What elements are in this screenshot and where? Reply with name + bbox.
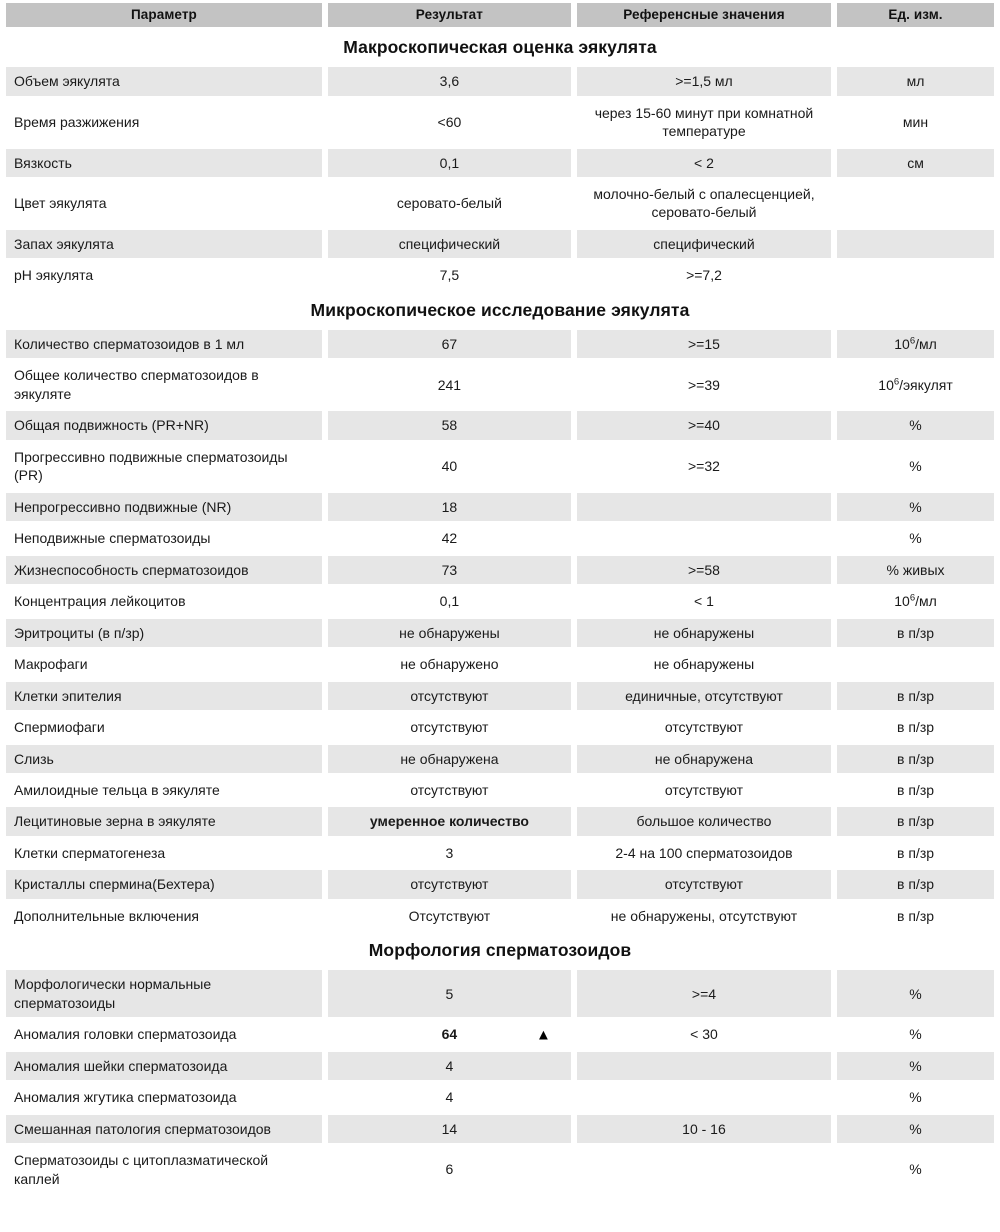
row-result-value: 40: [441, 458, 458, 475]
row-parameter: Концентрация лейкоцитов: [6, 587, 322, 615]
row-reference: большое количество: [577, 807, 831, 835]
row-reference: < 2: [577, 149, 831, 177]
row-unit: %: [837, 411, 994, 439]
row-result-value: 0,1: [439, 154, 460, 171]
row-result: [328, 180, 571, 227]
row-reference: [577, 524, 831, 552]
row-result: [328, 713, 571, 741]
row-unit: [837, 180, 994, 227]
column-header-units: Ед. изм.: [837, 3, 994, 27]
section-title: Морфология сперматозоидов: [6, 933, 994, 967]
table-row: [6, 1115, 994, 1143]
row-unit: $10^6$/эякулят: [837, 361, 994, 408]
row-unit: %: [837, 493, 994, 521]
row-result-value: Отсутствуют: [408, 907, 491, 924]
row-result: [328, 443, 571, 490]
row-parameter: Общая подвижность (PR+NR): [6, 411, 322, 439]
section-title: Макроскопическая оценка эякулята: [6, 30, 994, 64]
column-header-parameter: Параметр: [6, 3, 322, 27]
table-row: [6, 1146, 994, 1193]
row-result-value: 0,1: [439, 593, 460, 610]
row-parameter: Макрофаги: [6, 650, 322, 678]
row-result-value: 58: [441, 417, 458, 434]
row-unit: %: [837, 1115, 994, 1143]
table-row: [6, 330, 994, 358]
row-reference: не обнаружены: [577, 650, 831, 678]
table-row: [6, 902, 994, 930]
table-body: [6, 30, 994, 1193]
row-result: [328, 493, 571, 521]
row-result-value: не обнаружены: [399, 624, 500, 641]
row-result: [328, 524, 571, 552]
row-parameter: Смешанная патология сперматозоидов: [6, 1115, 322, 1143]
table-row: [6, 361, 994, 408]
row-result: [328, 1146, 571, 1193]
row-result: [328, 970, 571, 1017]
row-result-value: отсутствуют: [410, 687, 489, 704]
row-result: [328, 839, 571, 867]
row-unit: %: [837, 1083, 994, 1111]
row-reference: отсутствуют: [577, 776, 831, 804]
row-result-value: 7,5: [439, 267, 460, 284]
row-parameter: Лецитиновые зерна в эякуляте: [6, 807, 322, 835]
row-unit: [837, 230, 994, 258]
section-header-row: [6, 933, 994, 967]
row-result: [328, 587, 571, 615]
table-row: [6, 230, 994, 258]
row-result-value: 73: [441, 561, 458, 578]
row-result-value: 64: [441, 1026, 458, 1043]
column-header-result: Результат: [328, 3, 571, 27]
table-header: [6, 3, 994, 27]
row-parameter: Амилоидные тельца в эякуляте: [6, 776, 322, 804]
row-result-value: не обнаружена: [400, 750, 499, 767]
row-reference: единичные, отсутствуют: [577, 682, 831, 710]
row-parameter: Клетки сперматогенеза: [6, 839, 322, 867]
table-row: [6, 149, 994, 177]
row-parameter: Объем эякулята: [6, 67, 322, 95]
row-unit: в п/зр: [837, 745, 994, 773]
row-unit: мин: [837, 99, 994, 146]
row-unit: в п/зр: [837, 682, 994, 710]
row-result: [328, 556, 571, 584]
table-row: [6, 411, 994, 439]
row-unit: [837, 261, 994, 289]
row-result: [328, 776, 571, 804]
row-reference: >=15: [577, 330, 831, 358]
row-reference: >=40: [577, 411, 831, 439]
row-unit: см: [837, 149, 994, 177]
row-result: [328, 1020, 571, 1048]
row-result-value: отсутствуют: [410, 876, 489, 893]
row-reference: >=32: [577, 443, 831, 490]
row-result-value: 6: [445, 1161, 454, 1178]
row-parameter: Эритроциты (в п/зр): [6, 619, 322, 647]
row-result-value: 18: [441, 498, 458, 515]
row-result-value: серовато-белый: [396, 195, 502, 212]
row-parameter: Дополнительные включения: [6, 902, 322, 930]
row-reference: молочно-белый с опалесценцией, серовато-белый: [577, 180, 831, 227]
row-result: [328, 261, 571, 289]
row-result: [328, 230, 571, 258]
table-row: [6, 745, 994, 773]
row-result: [328, 1115, 571, 1143]
table-row: [6, 1020, 994, 1048]
header-row: [6, 3, 994, 27]
row-result: [328, 99, 571, 146]
row-reference: 2-4 на 100 сперматозоидов: [577, 839, 831, 867]
row-parameter: Сперматозоиды с цитоплазматической каплей: [6, 1146, 322, 1193]
row-parameter: Клетки эпителия: [6, 682, 322, 710]
table-row: [6, 776, 994, 804]
row-parameter: Запах эякулята: [6, 230, 322, 258]
row-result-value: 3,6: [439, 73, 460, 90]
row-unit: в п/зр: [837, 776, 994, 804]
bottom-spacer: [0, 1196, 1000, 1232]
row-reference: не обнаружены: [577, 619, 831, 647]
row-result: [328, 619, 571, 647]
row-unit: в п/зр: [837, 870, 994, 898]
table-row: [6, 807, 994, 835]
table-row: [6, 443, 994, 490]
table-row: [6, 839, 994, 867]
row-result-value: отсутствуют: [410, 719, 489, 736]
table-row: [6, 650, 994, 678]
row-result-value: 4: [445, 1057, 454, 1074]
row-result: [328, 1052, 571, 1080]
table-row: [6, 1083, 994, 1111]
row-result: [328, 361, 571, 408]
row-unit: в п/зр: [837, 619, 994, 647]
row-result-value: 67: [441, 335, 458, 352]
row-parameter: Непрогрессивно подвижные (NR): [6, 493, 322, 521]
row-reference: 10 - 16: [577, 1115, 831, 1143]
row-reference: < 30: [577, 1020, 831, 1048]
row-reference: не обнаружены, отсутствуют: [577, 902, 831, 930]
row-result: [328, 67, 571, 95]
table-row: [6, 713, 994, 741]
row-result-value: 241: [437, 376, 462, 393]
row-parameter: Морфологически нормальные сперматозоиды: [6, 970, 322, 1017]
section-header-row: [6, 293, 994, 327]
row-result: [328, 902, 571, 930]
section-title: Микроскопическое исследование эякулята: [6, 293, 994, 327]
row-unit: мл: [837, 67, 994, 95]
row-result-value: <60: [437, 113, 462, 130]
row-reference: [577, 1083, 831, 1111]
row-parameter: Цвет эякулята: [6, 180, 322, 227]
row-unit: в п/зр: [837, 807, 994, 835]
table-row: [6, 67, 994, 95]
row-result: [328, 650, 571, 678]
table-row: [6, 524, 994, 552]
row-result-value: отсутствуют: [410, 781, 489, 798]
row-reference: >=7,2: [577, 261, 831, 289]
row-parameter: Прогрессивно подвижные сперматозоиды (PR): [6, 443, 322, 490]
row-reference: >=58: [577, 556, 831, 584]
row-unit: $10^6/мл$: [837, 587, 994, 615]
row-result-value: 42: [441, 530, 458, 547]
row-parameter: Кристаллы спермина(Бехтера): [6, 870, 322, 898]
row-unit: в п/зр: [837, 902, 994, 930]
table-row: [6, 493, 994, 521]
section-header-row: [6, 30, 994, 64]
table-row: [6, 556, 994, 584]
row-reference: [577, 1146, 831, 1193]
row-result: [328, 745, 571, 773]
row-result-value: умеренное количество: [369, 813, 529, 830]
row-result-value: специфический: [398, 235, 501, 252]
row-reference: [577, 1052, 831, 1080]
table-row: [6, 970, 994, 1017]
row-parameter: Спермиофаги: [6, 713, 322, 741]
row-parameter: Неподвижные сперматозоиды: [6, 524, 322, 552]
row-parameter: Жизнеспособность сперматозоидов: [6, 556, 322, 584]
column-header-reference: Референсные значения: [577, 3, 831, 27]
row-parameter: Аномалия шейки сперматозоида: [6, 1052, 322, 1080]
row-result-value: 5: [445, 985, 454, 1002]
row-result: [328, 411, 571, 439]
row-unit: в п/зр: [837, 839, 994, 867]
row-reference: < 1: [577, 587, 831, 615]
row-reference: специфический: [577, 230, 831, 258]
table-row: [6, 682, 994, 710]
table-row: [6, 619, 994, 647]
table-row: [6, 180, 994, 227]
row-reference: отсутствуют: [577, 713, 831, 741]
table-row: [6, 870, 994, 898]
row-unit: %: [837, 443, 994, 490]
table-row: [6, 587, 994, 615]
row-unit: % живых: [837, 556, 994, 584]
row-unit: %: [837, 1020, 994, 1048]
row-unit: %: [837, 524, 994, 552]
row-reference: не обнаружена: [577, 745, 831, 773]
abnormal-high-flag-icon: ▲: [536, 1026, 551, 1044]
row-parameter: Время разжижения: [6, 99, 322, 146]
row-unit: %: [837, 1052, 994, 1080]
row-unit: %: [837, 970, 994, 1017]
row-unit: %: [837, 1146, 994, 1193]
row-parameter: Вязкость: [6, 149, 322, 177]
row-parameter: Аномалия жгутика сперматозоида: [6, 1083, 322, 1111]
row-unit: $10^6/мл$: [837, 330, 994, 358]
row-parameter: Слизь: [6, 745, 322, 773]
row-result-value: 4: [445, 1089, 454, 1106]
row-reference: [577, 493, 831, 521]
row-result: [328, 682, 571, 710]
row-reference: >=4: [577, 970, 831, 1017]
row-result: [328, 149, 571, 177]
row-result: [328, 807, 571, 835]
row-result-value: не обнаружено: [400, 656, 499, 673]
row-result-value: 3: [445, 844, 454, 861]
row-unit: [837, 650, 994, 678]
row-parameter: Общее количество сперматозоидов в эякуляте: [6, 361, 322, 408]
row-reference: >=39: [577, 361, 831, 408]
table-row: [6, 99, 994, 146]
table-row: [6, 1052, 994, 1080]
row-unit: в п/зр: [837, 713, 994, 741]
row-parameter: Количество сперматозоидов в 1 мл: [6, 330, 322, 358]
row-parameter: Аномалия головки сперматозоида: [6, 1020, 322, 1048]
row-parameter: pH эякулята: [6, 261, 322, 289]
row-result: [328, 1083, 571, 1111]
row-result: [328, 870, 571, 898]
table-row: [6, 261, 994, 289]
row-reference: >=1,5 мл: [577, 67, 831, 95]
row-result: [328, 330, 571, 358]
row-result-value: 14: [441, 1120, 458, 1137]
row-reference: через 15-60 минут при комнатной температуре: [577, 99, 831, 146]
row-reference: отсутствуют: [577, 870, 831, 898]
